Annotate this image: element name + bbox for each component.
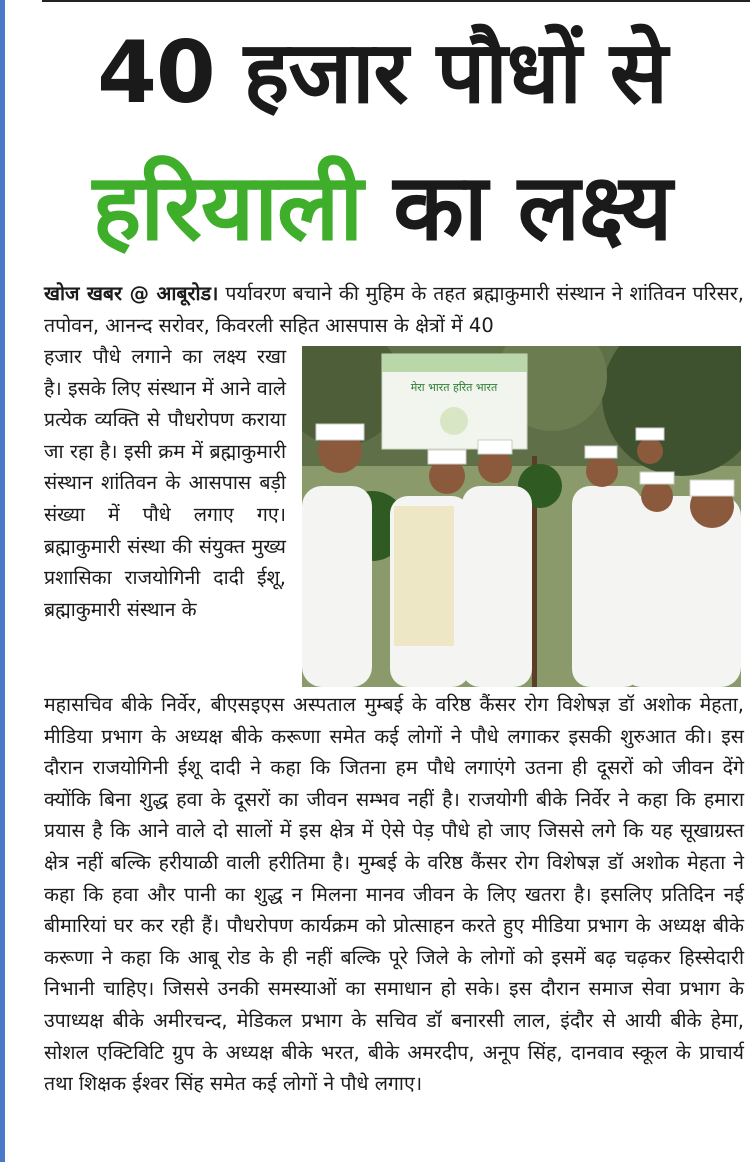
headline-green-word: हरियाली [92,154,363,261]
left-margin-rule [0,0,5,1162]
article-lead-text: पर्यावरण बचाने की मुहिम के तहत ब्रह्माकुमारी संस्थान ने शांतिवन परिसर, तपोवन, आनन्द सरोवर, किवरली सहित आसपास के क्षेत्रों में 40 [44,282,745,337]
article-lead [44,278,744,341]
headline-line-1: 40 हजार पौधों से [97,23,667,123]
tree-planting-photo-illustration [302,346,741,687]
headline-line-2 [14,148,750,268]
article-body-text: महासचिव बीके निर्वेर, बीएसइएस अस्पताल मुम्बई के वरिष्ठ कैंसर रोग विशेषज्ञ डॉ अशोक मेहता, मीडिया प्रभाग के अध्यक्ष बीके करूणा समेत कई लोगों ने पौधे लगाकर इसकी शुरुआत की। इस दौरान राजयोगिनी ईशू दादी ने कहा कि जितना हम पौधे लगाएंगे उतना ही दूसरों को जीवन देंगे क्योंकि बिना शुद्ध हवा के दूसरों का जीवन सम्भव नहीं है। राजयोगी बीके निर्वेर ने कहा कि हमारा प्रयास है कि आने वाले दो सालों में इस क्षेत्र में ऐसे पेड़ पौधे हो जाए जिससे लगे कि यह सूखाग्रस्त क्षेत्र नहीं बल्कि हरीयाळी वाली हरीतिमा है। मुम्बई के वरिष्ठ कैंसर रोग विशेषज्ञ डॉ अशोक मेहता ने कहा कि हवा और पानी का शुद्ध न मिलना मानव जीवन के लिए खतरा है। इसलिए प्रतिदिन नई बीमारियां घर कर रही हैं। पौधरोपण कार्यक्रम को प्रोत्साहन करते हुए मीडिया प्रभाग के अध्यक्ष बीके करूणा ने कहा कि आबू रोड के ही नहीं बल्कि पूरे जिले के लोगों को इसमें बढ़ चढ़कर हिस्सेदारी निभानी चाहिए। जिससे उनकी समस्याओं का समाधान हो सके। इस दौरान समाज सेवा प्रभाग के उपाध्यक्ष बीके अमीरचन्द, मेडिकल प्रभाग के सचिव डॉ बनारसी लाल, इंदौर से आयी बीके हेमा, सोशल एक्टिविटि ग्रुप के अध्यक्ष बीके भरत, बीके अमरदीप, अनूप सिंह, दानवाव स्कूल के प्राचार्य तथा शिक्षक ईश्वर सिंह समेत कई लोगों ने पौधे लगाए। [44,693,744,1096]
banner-text: मेरा भारत हरित भारत [410,381,498,394]
article-dateline: खोज खबर @ आबूरोड। [44,282,219,305]
top-rule [42,0,750,2]
article-column-text: हजार पौधे लगाने का लक्ष्य रखा है। इसके लिए संस्थान में आने वाले प्रत्येक व्यक्ति से पौधरोपण कराया जा रहा है। इसी क्रम में ब्रह्माकुमारी संस्थान शांतिवन के आसपास बड़ी संख्या में पौधे लगाए गए। ब्रह्माकुमारी संस्था की संयुक्त मुख्य प्रशासिका राजयोगिनी दादी ईशू, ब्रह्माकुमारी संस्थान के [44,345,286,621]
news-photo [302,346,741,687]
headline-dark-words: का लक्ष्य [393,154,672,261]
